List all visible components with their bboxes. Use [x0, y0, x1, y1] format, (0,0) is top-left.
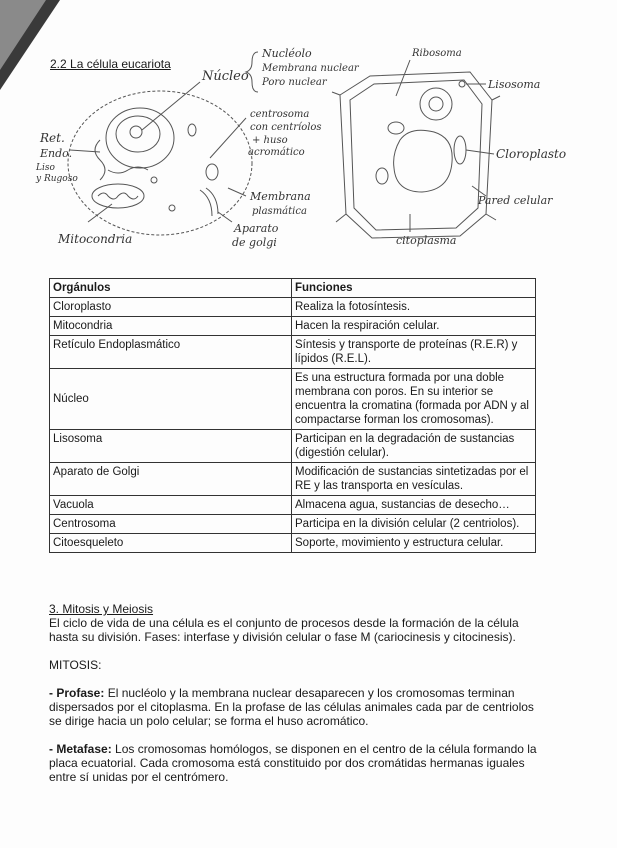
table-cell-organulo: Cloroplasto: [50, 298, 292, 317]
mitosis-intro-paragraph: El ciclo de vida de una célula es el conjunto de procesos desde la formación de la célula hasta su división. Fases: interfase y división celular o fase M (cariocinesis y citocinesis).: [49, 616, 519, 644]
plant-cell-vesicle: [376, 168, 388, 184]
table-row: [50, 463, 536, 496]
label-aparato-golgi-2: de golgi: [232, 236, 277, 249]
metafase-title: - Metafase:: [49, 742, 112, 756]
table-cell-organulo: Retículo Endoplasmático: [50, 336, 292, 369]
section-title: 2.2 La célula eucariota: [50, 57, 171, 71]
table-cell-organulo: Lisosoma: [50, 430, 292, 463]
table-row: [50, 336, 536, 369]
table-header-row: [50, 279, 536, 298]
plant-cell-wall: [340, 72, 492, 238]
label-poro-nuclear: Poro nuclear: [262, 77, 327, 88]
mitosis-section-intro: [49, 602, 549, 644]
label-membrana-plasmatica-2: plasmática: [252, 206, 307, 217]
table-header-funciones: Funciones: [292, 279, 536, 298]
plant-cell-wall-corner: [332, 92, 500, 222]
table-row: [50, 298, 536, 317]
table-row: [50, 496, 536, 515]
animal-cell-mito-cristae: [98, 193, 138, 199]
table-row: [50, 515, 536, 534]
table-cell-funcion: Participan en la degradación de sustancias (digestión celular).: [292, 430, 536, 463]
label-centrosoma-3: + huso: [252, 135, 288, 146]
plant-cell-wall-inner: [350, 80, 482, 230]
table-cell-funcion: Es una estructura formada por una doble membrana con poros. En su interior se encuentra la cromatina (formada por ADN y al compactarse forman los cromosomas).: [292, 369, 536, 430]
label-citoplasma: citoplasma: [396, 234, 457, 247]
animal-cell-outline: [68, 91, 252, 235]
plant-cell-nucleolus: [429, 97, 443, 111]
label-endo: Endo.: [40, 147, 73, 160]
label-centrosoma: centrosoma: [250, 109, 310, 120]
plant-cell-chloroplast: [454, 136, 466, 164]
table-row: [50, 534, 536, 553]
table-row: [50, 369, 536, 430]
label-aparato-golgi: Aparato: [234, 222, 279, 235]
table-cell-organulo: Núcleo: [50, 369, 292, 430]
table-cell-funcion: Soporte, movimiento y estructura celular.: [292, 534, 536, 553]
table-cell-funcion: Realiza la fotosíntesis.: [292, 298, 536, 317]
label-mitocondria: Mitocondria: [58, 232, 133, 246]
animal-cell-vesicle: [169, 205, 175, 211]
animal-cell-golgi: [200, 188, 218, 216]
animal-cell-vesicle: [188, 124, 196, 136]
label-centrosoma-2: con centríolos: [250, 122, 322, 133]
table-cell-funcion: Hacen la respiración celular.: [292, 317, 536, 336]
table-header-organulos: Orgánulos: [50, 279, 292, 298]
pointer-line: [396, 60, 410, 96]
table-cell-funcion: Participa en la división celular (2 centriolos).: [292, 515, 536, 534]
mitosis-section-heading: 3. Mitosis y Meiosis: [49, 602, 154, 616]
pointer-line: [88, 204, 112, 222]
table-cell-funcion: Almacena agua, sustancias de desecho…: [292, 496, 536, 515]
label-cloroplasto: Cloroplasto: [496, 147, 567, 161]
table-cell-organulo: Centrosoma: [50, 515, 292, 534]
animal-cell-vesicle: [151, 177, 157, 183]
animal-cell-vesicle: [206, 164, 218, 180]
label-pared-celular: Pared celular: [478, 194, 553, 207]
pointer-line: [210, 118, 246, 158]
profase-text: El nucléolo y la membrana nuclear desaparecen y los cromosomas terminan dispersados por el citoplasma. En la profase de las células animales cada par de centriolos se dirige hacia un polo celular; se forma el huso acromático.: [49, 686, 534, 728]
label-nucleolo: Nucléolo: [262, 47, 312, 60]
label-nucleo: Núcleo: [202, 69, 249, 84]
label-ribosoma: Ribosoma: [412, 48, 462, 59]
animal-cell-nucleolus: [130, 126, 142, 138]
organelles-table: [49, 278, 536, 553]
pointer-line: [142, 82, 200, 130]
profase-title: - Profase:: [49, 686, 105, 700]
table-cell-organulo: Aparato de Golgi: [50, 463, 292, 496]
label-membrana-plasmatica: Membrana: [250, 190, 311, 203]
label-rugoso: y Rugoso: [36, 174, 78, 184]
table-cell-organulo: Citoesqueleto: [50, 534, 292, 553]
table-row: [50, 317, 536, 336]
table-cell-funcion: Modificación de sustancias sintetizadas por el RE y las transporta en vesículas.: [292, 463, 536, 496]
label-liso: Liso: [36, 163, 55, 173]
table-cell-organulo: Vacuola: [50, 496, 292, 515]
table-cell-funcion: Síntesis y transporte de proteínas (R.E.R) y lípidos (R.E.L).: [292, 336, 536, 369]
plant-cell-vacuole: [394, 130, 453, 192]
profase-paragraph: [49, 686, 549, 728]
metafase-text: Los cromosomas homólogos, se disponen en el centro de la célula formando la placa ecuatorial. Cada cromosoma está constituido por dos cromátidas hermanas iguales entre sí unidas por el centrómero.: [49, 742, 537, 784]
mitosis-subheading: MITOSIS:: [49, 658, 102, 672]
table-cell-organulo: Mitocondria: [50, 317, 292, 336]
table-row: [50, 430, 536, 463]
plant-cell-nucleus: [420, 88, 452, 120]
label-ret: Ret.: [40, 131, 65, 145]
animal-cell-nucleus-inner: [116, 116, 160, 152]
metafase-paragraph: [49, 742, 549, 784]
label-centrosoma-4: acromático: [248, 147, 305, 158]
plant-cell-lysosome: [459, 81, 465, 87]
pointer-line: [228, 188, 246, 196]
plant-cell-chloroplast: [388, 122, 404, 134]
cell-diagrams: [0, 0, 617, 270]
label-lisosoma: Lisosoma: [488, 78, 541, 91]
label-membrana-nuclear: Membrana nuclear: [262, 63, 359, 74]
